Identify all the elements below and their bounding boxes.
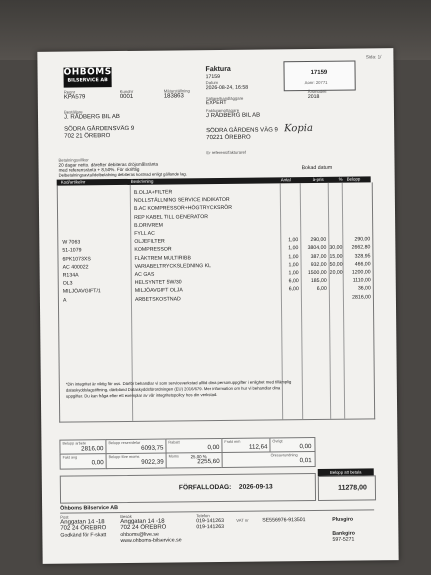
- row-desc: FYLL AC: [134, 230, 155, 237]
- row-qty: 6,00: [288, 286, 299, 293]
- row-code: MILJÖAVGIFT/1: [62, 288, 101, 296]
- moms-box: [166, 452, 224, 469]
- bankgiro-label: Bankgiro: [332, 530, 355, 537]
- row-pct: 20,00: [329, 269, 343, 276]
- row-code: 6PK1073XS: [62, 255, 91, 263]
- logo-line2: BILSERVICE AB: [67, 78, 108, 84]
- row-code: R134A: [62, 272, 79, 279]
- logo-line1: ÖHBOMS: [63, 67, 112, 78]
- footer-web: www.ohboms-bilservice.se: [120, 537, 182, 545]
- footer-company: Öhboms Bilservice AB: [60, 505, 119, 512]
- pay-box: [318, 475, 376, 501]
- reg-label: Regnr: [63, 89, 76, 95]
- row-code: 51-1079: [62, 247, 82, 255]
- box-order: Aonr: 20771: [304, 79, 328, 86]
- row-price: 1500,00: [307, 269, 327, 277]
- row-desc: KOMPRESSOR: [134, 246, 172, 254]
- box-number: 17159: [310, 69, 328, 77]
- avrund-box: [222, 451, 316, 468]
- footer-fax: 019-141263: [196, 523, 225, 531]
- row-amount: 328,95: [354, 252, 371, 260]
- row-desc: ARBETSKOSTNAD: [134, 295, 181, 303]
- col-desc-header: Beskrivning: [130, 178, 154, 184]
- row-code: A: [62, 297, 67, 304]
- col-qty-header: Antal: [280, 177, 291, 183]
- rabatt-value: 0,00: [207, 443, 220, 452]
- footer-bankgiro: 597-5271: [332, 536, 355, 543]
- booked-label: Bokad datum: [301, 164, 333, 172]
- post-city: 702 24 ÖREBRO: [60, 525, 107, 532]
- terms-line3: Delbetalningsavtal/delbetalning debiteras kostnad enligt gällande lag.: [58, 171, 187, 178]
- row-desc: MILJÖAVGIFT OLJA: [134, 287, 183, 295]
- terms-line1: 20 dagar netto. därefter debiteras dröjsmålsränta: [58, 161, 159, 168]
- customer-label: Beställare: [63, 109, 83, 115]
- reference-label: Er referens/fakturaref: [206, 149, 246, 156]
- ovrigt-value: 0,00: [299, 443, 312, 451]
- due-date: 2026-09-13: [238, 483, 273, 491]
- row-code: W 7063: [62, 239, 81, 246]
- arbete-value: 2816,00: [81, 445, 104, 453]
- col-code-header: Kod/artikelnr: [60, 179, 86, 185]
- company-logo: [63, 67, 111, 88]
- row-desc: B.DRIVREM: [134, 222, 164, 229]
- exkl-label: Belopp före moms: [108, 454, 140, 460]
- row-amount: 1110,00: [352, 277, 371, 284]
- seller-label: Säljare/handläggare: [205, 95, 244, 102]
- row-desc: AC GAS: [134, 271, 155, 278]
- row-desc: NOLLSTÄLLNING SERVICE INDIKATOR: [133, 197, 230, 205]
- row-price: 3804,00: [307, 245, 327, 252]
- visit-street: Anggatan 14 -18: [120, 518, 165, 526]
- col-pct-header: %: [338, 176, 343, 182]
- row-pct: 15,00: [329, 253, 343, 260]
- row-amount: 290,00: [354, 236, 371, 243]
- privacy-line2: dataskyddslagstiftning, däribland Dataskyddsförordningen (EU) 2016/679. Mer information om hur vi behandlar dina: [65, 385, 281, 393]
- kund-value: 0001: [119, 93, 134, 101]
- seller-value: EXPERT: [205, 99, 227, 107]
- col-amount-header: Belopp: [346, 176, 361, 182]
- exkl-value: 9022,39: [141, 458, 164, 466]
- pay-amount: 11278,00: [338, 484, 367, 492]
- fakt-value: 0,00: [91, 459, 104, 467]
- meter-value: 183863: [163, 93, 184, 100]
- row-price: 932,00: [310, 261, 327, 268]
- due-date-box: [60, 473, 316, 504]
- row-pct: 50,00: [329, 261, 343, 268]
- row-amount: 2662,80: [351, 244, 371, 251]
- customer-street: SÖDRA GÅRDENSVÄG 9: [64, 125, 135, 133]
- moms-pct: 25,00 %: [190, 454, 207, 460]
- frakt-label: Frakt mm: [224, 439, 241, 444]
- reserv-label: Belopp reservdelar: [108, 440, 141, 446]
- row-desc: VARIABELTRYCKSLEDNING KL: [134, 262, 212, 270]
- invoice-date: 2026-08-24, 16:58: [205, 84, 249, 92]
- row-qty: 1,00: [288, 245, 299, 252]
- customer-city: 702 21 ÖREBRO: [64, 133, 111, 140]
- row-code: AC 400022: [62, 264, 89, 271]
- row-price: 6,00: [316, 286, 327, 293]
- frakt-value: 112,64: [248, 443, 268, 451]
- fakt-box: [60, 453, 108, 470]
- table-body: [57, 182, 375, 422]
- row-amount: 466,00: [354, 261, 371, 268]
- fakt-label: Fakt avg: [62, 455, 78, 460]
- row-desc: FLÄKTREM MULTIRIBB: [134, 254, 191, 262]
- terms-line2: med referensränta + 8,50%. För skriftlig: [58, 166, 140, 173]
- kund-label: Kundnr: [119, 88, 134, 95]
- moms-value: 2255,60: [197, 457, 220, 466]
- due-label: FÖRFALLODAG:: [178, 483, 232, 492]
- reg-value: KPA579: [63, 94, 86, 101]
- customer-name: J. RÅDBERG BIL AB: [63, 114, 120, 121]
- footer-vat: SE556976-913501: [262, 517, 306, 524]
- row-qty: 1,00: [288, 253, 299, 260]
- row-qty: 1,00: [288, 237, 299, 244]
- row-desc: HELSYNTET 5W/30: [134, 279, 182, 287]
- recipient-name: J RÅDBERG BIL AB: [205, 112, 261, 120]
- avrund-label: Öresavrundning: [270, 453, 298, 458]
- year-label: Årsmodell: [307, 88, 327, 95]
- rabatt-label: Rabatt: [168, 440, 180, 445]
- privacy-line3: uppgifter. Du kan fråga efter ett exemplar av vår integritetspolicy hos din verkstad.: [65, 392, 218, 399]
- row-desc: B.OLJA+FILTER: [133, 189, 173, 196]
- invoice-title: Faktura: [205, 65, 231, 74]
- year-value: 2018: [307, 93, 320, 101]
- row-pct: 30,00: [329, 245, 343, 252]
- ovrigt-label: Övrigt: [272, 439, 283, 444]
- recipient-street: SÖDRA GÅRDENS VÄG 9: [206, 127, 278, 135]
- vat-label: VAT nr: [236, 517, 249, 523]
- arbete-label: Belopp arbete: [62, 441, 87, 446]
- row-price: 387,00: [310, 253, 327, 260]
- col-price-header: à-pris: [312, 176, 324, 183]
- pay-header: Belopp att betala: [318, 468, 374, 476]
- exkl-box: [106, 453, 168, 470]
- invoice-number-box: [283, 61, 355, 95]
- visit-label: Besök: [120, 513, 132, 520]
- recipient-label: Fakturamottagare: [205, 107, 240, 114]
- phone-label: Telefon: [196, 513, 210, 519]
- reserv-value: 6093,75: [141, 444, 164, 452]
- plusgiro-label: Plusgiro: [332, 516, 354, 523]
- visit-city: 702 24 ÖREBRO: [120, 524, 167, 532]
- post-label: Post: [60, 514, 69, 520]
- row-amount: 2816,00: [352, 293, 371, 301]
- invoice-paper: [37, 48, 398, 564]
- footer-email: ohboms@live.se: [120, 531, 159, 539]
- handwritten-note: Kopia: [284, 122, 314, 135]
- row-qty: 1,00: [288, 261, 299, 269]
- row-qty: 1,00: [288, 270, 299, 277]
- row-desc: OLJEFILTER: [134, 238, 165, 246]
- meter-label: Mätarställning: [163, 88, 190, 94]
- privacy-line1: *Din integritet är viktig för oss. Därför behandlar vi som serviceverkstad alltid dina personuppgifter i enlighet med tillämplig: [65, 379, 292, 387]
- row-amount: 36,00: [357, 285, 371, 292]
- row-code: OL3: [62, 280, 73, 287]
- row-price: 290,00: [310, 237, 327, 244]
- row-desc: B.AC KOMPRESSOR+HÖGTRYCKSRÖR: [133, 205, 233, 213]
- invoice-number: 17159: [205, 73, 221, 81]
- row-qty: 6,00: [288, 278, 299, 285]
- footer-phone: 019-141263: [196, 517, 224, 525]
- terms-label: Betalningsvillkor: [58, 157, 89, 163]
- date-label: Datum: [205, 79, 219, 86]
- moms-label: Moms: [168, 454, 179, 459]
- avrund-value: 0,01: [299, 457, 312, 465]
- page-label: Sida: 1/: [365, 54, 382, 60]
- row-amount: 1200,00: [351, 269, 371, 276]
- post-street: Anggatan 14 -18: [60, 519, 105, 526]
- row-desc: REP KABEL TILL GENERATOR: [134, 213, 209, 221]
- approved-text: Godkänd för F-skatt: [60, 532, 107, 539]
- row-price: 185,00: [310, 278, 327, 285]
- recipient-city: 70221 ÖREBRO: [206, 134, 251, 142]
